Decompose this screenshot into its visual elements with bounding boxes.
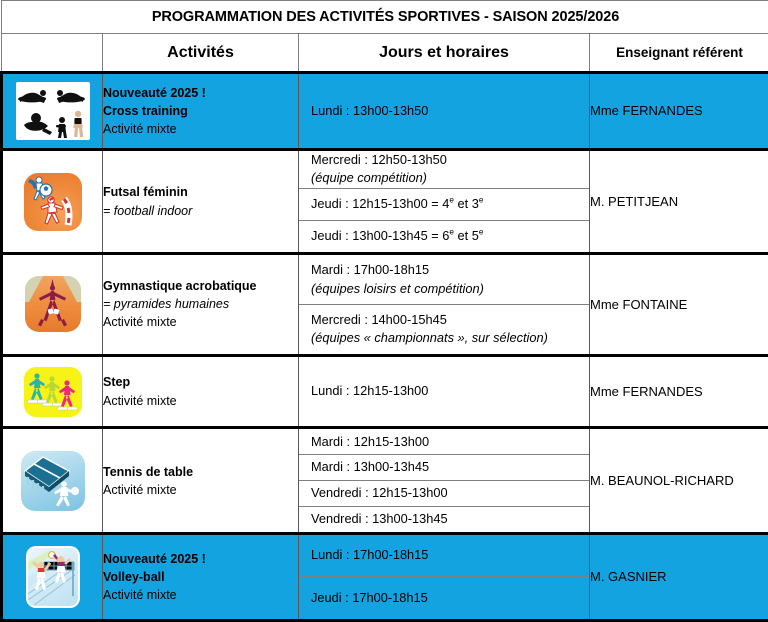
activity-mixed-label: Activité mixte: [103, 121, 177, 136]
schedule-slot: [299, 357, 589, 427]
table-row[interactable]: [2, 72, 768, 149]
slot-time: Jeudi : $13h00-13h45 = 6^e$ et 5e: [311, 228, 484, 244]
teacher-cell: Mme FERNANDES: [590, 355, 768, 428]
activity-news-label: Nouveauté 2025 !: [103, 85, 206, 100]
slot-time: Mardi : 17h00-18h15: [311, 262, 430, 278]
slot-time: Vendredi : 12h15-13h00: [311, 485, 448, 501]
activity-icon-cell: [2, 254, 103, 355]
activity-name: Step: [103, 375, 131, 390]
activity-icon-cell: [2, 149, 103, 253]
activity-subtitle: = football indoor: [103, 203, 193, 218]
slot-time: Jeudi : $12h15-13h00 = 4^e$ et 3e: [311, 196, 484, 212]
teacher-cell: Mme FONTAINE: [590, 254, 768, 355]
header-jours: Jours et horaires: [299, 34, 590, 72]
teacher-cell: M. BEAUNOL-RICHARD: [590, 428, 768, 533]
slot-time: Lundi : 17h00-18h15: [311, 547, 429, 563]
activity-icon-cell: [2, 533, 103, 620]
activity-description: [103, 72, 299, 149]
slot-time: Lundi : 12h15-13h00: [311, 383, 429, 399]
step-icon: [24, 367, 82, 417]
slot-time: Mercredi : 12h50-13h50: [311, 151, 447, 167]
header-activites: Activités: [103, 34, 299, 72]
activity-name: Gymnastique acrobatique: [103, 279, 257, 294]
gymnastics-icon: [25, 276, 81, 332]
schedule-slot: [299, 74, 589, 148]
teacher-cell: M. PETITJEAN: [590, 149, 768, 253]
activity-description: [103, 254, 299, 355]
activity-mixed-label: Activité mixte: [103, 393, 177, 408]
slot-note: (équipe compétition): [311, 170, 427, 186]
activity-name: Cross training: [103, 103, 188, 118]
futsal-icon: [24, 173, 82, 231]
schedule-slot: [299, 188, 589, 220]
slot-time: Jeudi : 17h00-18h15: [311, 589, 428, 605]
activity-name: Futsal féminin: [103, 185, 188, 200]
slot-time: Vendredi : 13h00-13h45: [311, 511, 448, 527]
schedule-slot: [299, 255, 589, 304]
slot-time: Mardi : 13h00-13h45: [311, 459, 430, 475]
activity-mixed-label: Activité mixte: [103, 482, 177, 497]
title-row: [2, 1, 768, 34]
schedule-cell: [299, 355, 590, 428]
schedule-cell: [299, 254, 590, 355]
table-tennis-icon: [21, 451, 85, 511]
teacher-cell: M. GASNIER: [590, 533, 768, 620]
activity-mixed-label: Activité mixte: [103, 315, 177, 330]
schedule-slot: [299, 304, 589, 354]
activity-news-label: Nouveauté 2025 !: [103, 551, 206, 566]
slot-time: Lundi : 13h00-13h50: [311, 102, 429, 118]
slot-note: (équipes loisirs et compétition): [311, 280, 484, 296]
schedule-slot: [299, 220, 589, 252]
activity-name: Tennis de table: [103, 464, 194, 479]
slot-note: (équipes « championnats », sur sélection): [311, 330, 548, 346]
table-row[interactable]: [2, 254, 768, 355]
schedule-slot: [299, 151, 589, 188]
schedule-slot: [299, 429, 589, 454]
activity-mixed-label: Activité mixte: [103, 587, 177, 602]
schedule-cell: [299, 149, 590, 253]
header-row: [2, 34, 768, 72]
activity-description: [103, 428, 299, 533]
activity-icon-cell: [2, 72, 103, 149]
activity-description: [103, 533, 299, 620]
volleyball-icon: [26, 546, 80, 608]
cross-training-icon: [16, 82, 90, 140]
table-row[interactable]: [2, 149, 768, 253]
activity-description: [103, 355, 299, 428]
activity-subtitle: = pyramides humaines: [103, 297, 230, 312]
schedule-cell: [299, 533, 590, 620]
table-row[interactable]: [2, 428, 768, 533]
table-row[interactable]: [2, 533, 768, 620]
schedule-slot: [299, 535, 589, 577]
activity-icon-cell: [2, 355, 103, 428]
schedule-cell: [299, 72, 590, 149]
header-icon-col: [2, 34, 103, 72]
activity-description: [103, 149, 299, 253]
slot-time: Mercredi : 14h00-15h45: [311, 311, 447, 327]
schedule-slot: [299, 576, 589, 619]
schedule-slot: [299, 506, 589, 532]
teacher-cell: Mme FERNANDES: [590, 72, 768, 149]
header-enseignant: Enseignant référent: [590, 34, 768, 72]
activity-icon-cell: [2, 428, 103, 533]
schedule-slot: [299, 454, 589, 480]
slot-time: Mardi : 12h15-13h00: [311, 433, 430, 449]
table-row[interactable]: [2, 355, 768, 428]
activity-name: Volley-ball: [103, 569, 165, 584]
schedule-cell: [299, 428, 590, 533]
page-title: PROGRAMMATION DES ACTIVITÉS SPORTIVES - SAISON 2025/2026: [2, 1, 768, 34]
schedule-slot: [299, 480, 589, 506]
